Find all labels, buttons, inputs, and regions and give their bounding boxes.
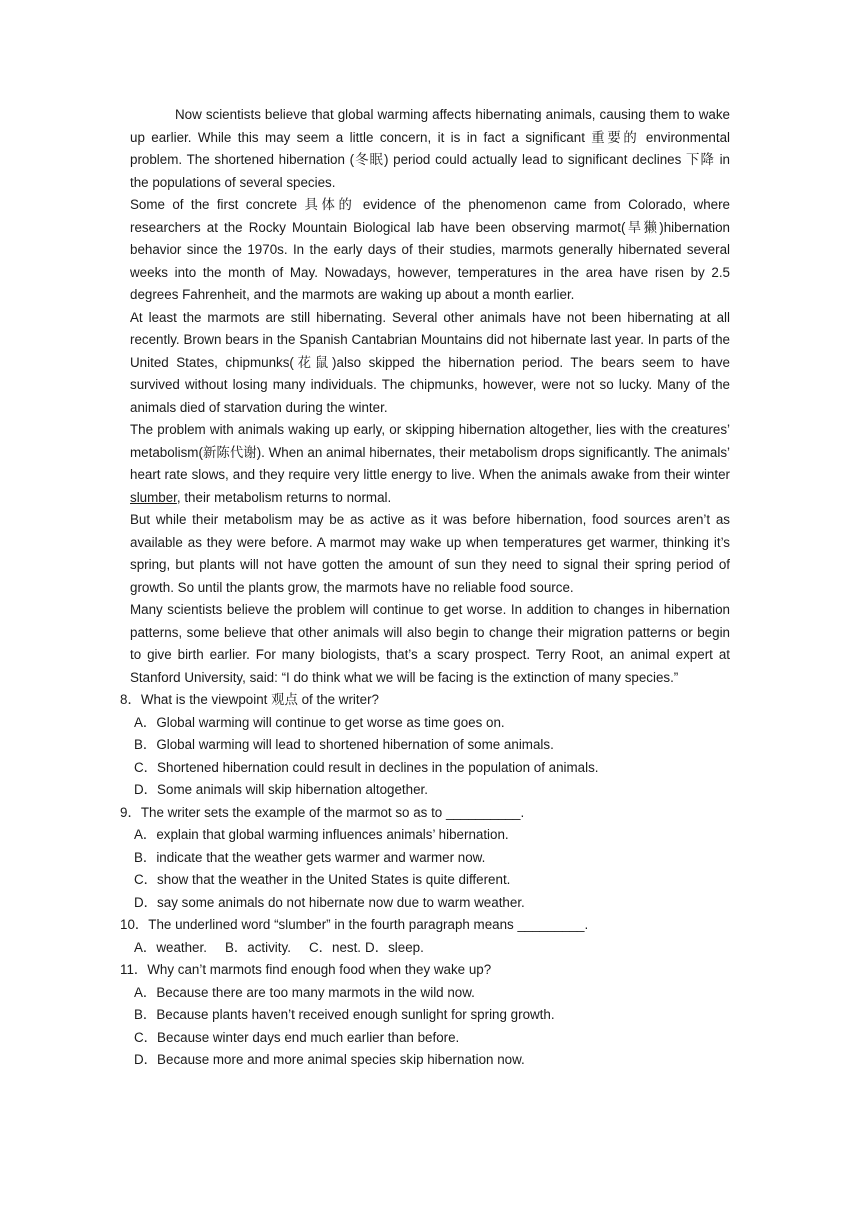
question-9-option-d: D．say some animals do not hibernate now due to warm weather. (134, 894, 525, 910)
question-9-option-c: C．show that the weather in the United States is quite different. (134, 872, 511, 887)
question-11-option-a: A．Because there are too many marmots in the wild now. (134, 984, 475, 1000)
question-9 (120, 802, 730, 915)
question-10-option-b: B．activity. (224, 939, 291, 955)
document-page (120, 104, 730, 1072)
question-10-options-row (134, 937, 730, 960)
question-11-option-b: B．Because plants haven’t received enough sunlight for spring growth. (134, 1007, 555, 1022)
question-8-option-b: B．Global warming will lead to shortened hibernation of some animals. (134, 737, 554, 752)
question-list (120, 689, 730, 1072)
question-11-option-c: C．Because winter days end much earlier than before. (134, 1029, 460, 1045)
question-10-option-d: D．sleep. (365, 939, 424, 955)
passage-paragraph-5: But while their metabolism may be as active as it was before hibernation, food sources aren’t as available as they were before. A marmot may wake up when temperatures get warmer, thinking it’s spring, but plants will not have gotten the amount of sun they need to signal their spring period of growth. So until the plants grow, the marmots have no reliable food source. (130, 512, 730, 595)
question-10 (120, 914, 730, 959)
question-10-option-a: A．weather. (134, 939, 207, 955)
paragraph-4-text-after: , their metabolism returns to normal. (176, 489, 392, 505)
question-11-option-d: D．Because more and more animal species skip hibernation now. (134, 1052, 525, 1067)
question-8-option-c: C．Shortened hibernation could result in declines in the population of animals. (134, 759, 599, 775)
passage-paragraph-4 (130, 419, 730, 509)
question-8-option-a: A．Global warming will continue to get worse as time goes on. (134, 714, 505, 730)
question-9-option-a: A．explain that global warming influences animals’ hibernation. (134, 827, 509, 842)
underlined-word-slumber: slumber (130, 489, 177, 505)
passage-paragraph-6: Many scientists believe the problem will continue to get worse. In addition to changes in hibernation patterns, some believe that other animals will also begin to change their migration patterns or begin to give birth earlier. For many biologists, that’s a scary prospect. Terry Root, an animal expert at Stanford University, said: “I do think what we will be facing is the extinction of many species.” (130, 602, 730, 685)
question-10-stem: 10．The underlined word “slumber” in the fourth paragraph means _________. (120, 917, 589, 932)
question-8-option-d: D．Some animals will skip hibernation altogether. (134, 782, 428, 797)
passage-paragraph-1: Now scientists believe that global warming affects hibernating animals, causing them to wake up earlier. While this may seem a little concern, it is in fact a significant 重要的 environmental problem. The shortened hibernation (冬眠) period could actually lead to significant declines 下降 in the populations of several species. (130, 107, 730, 190)
question-8 (120, 689, 730, 802)
question-9-stem: 9．The writer sets the example of the marmot so as to __________. (120, 804, 525, 820)
passage-paragraph-2: Some of the first concrete 具体的 evidence of the phenomenon came from Colorado, where researchers at the Rocky Mountain Biological lab have been observing marmot(旱獭)hibernation behavior since the 1970s. In the early days of their studies, marmots generally hibernated several weeks into the month of May. Nowadays, however, temperatures in the area have risen by 2.5 degrees Fahrenheit, and the marmots are waking up about a month earlier. (130, 197, 730, 302)
question-11 (120, 959, 730, 1072)
passage-paragraph-3: At least the marmots are still hibernating. Several other animals have not been hibernating at all recently. Brown bears in the Spanish Cantabrian Mountains did not hibernate last year. In parts of the United States, chipmunks(花鼠)also skipped the hibernation period. The bears seem to have survived without losing many individuals. The chipmunks, however, were not so lucky. Many of the animals died of starvation during the winter. (130, 309, 730, 415)
paragraph-4-text-before: The problem with animals waking up early, or skipping hibernation altogether, lies with the creatures’ metabolism(新陈代谢). When an animal hibernates, their metabolism drops significantly. The animals’ heart rate slows, and they require very little energy to live. When the animals awake from their winter (130, 422, 730, 482)
question-9-option-b: B．indicate that the weather gets warmer and warmer now. (134, 849, 486, 865)
question-10-option-c: C．nest. (308, 939, 362, 955)
question-11-stem: 11．Why can’t marmots find enough food when they wake up? (120, 962, 492, 977)
question-8-stem: 8．What is the viewpoint 观点 of the writer? (120, 692, 379, 707)
